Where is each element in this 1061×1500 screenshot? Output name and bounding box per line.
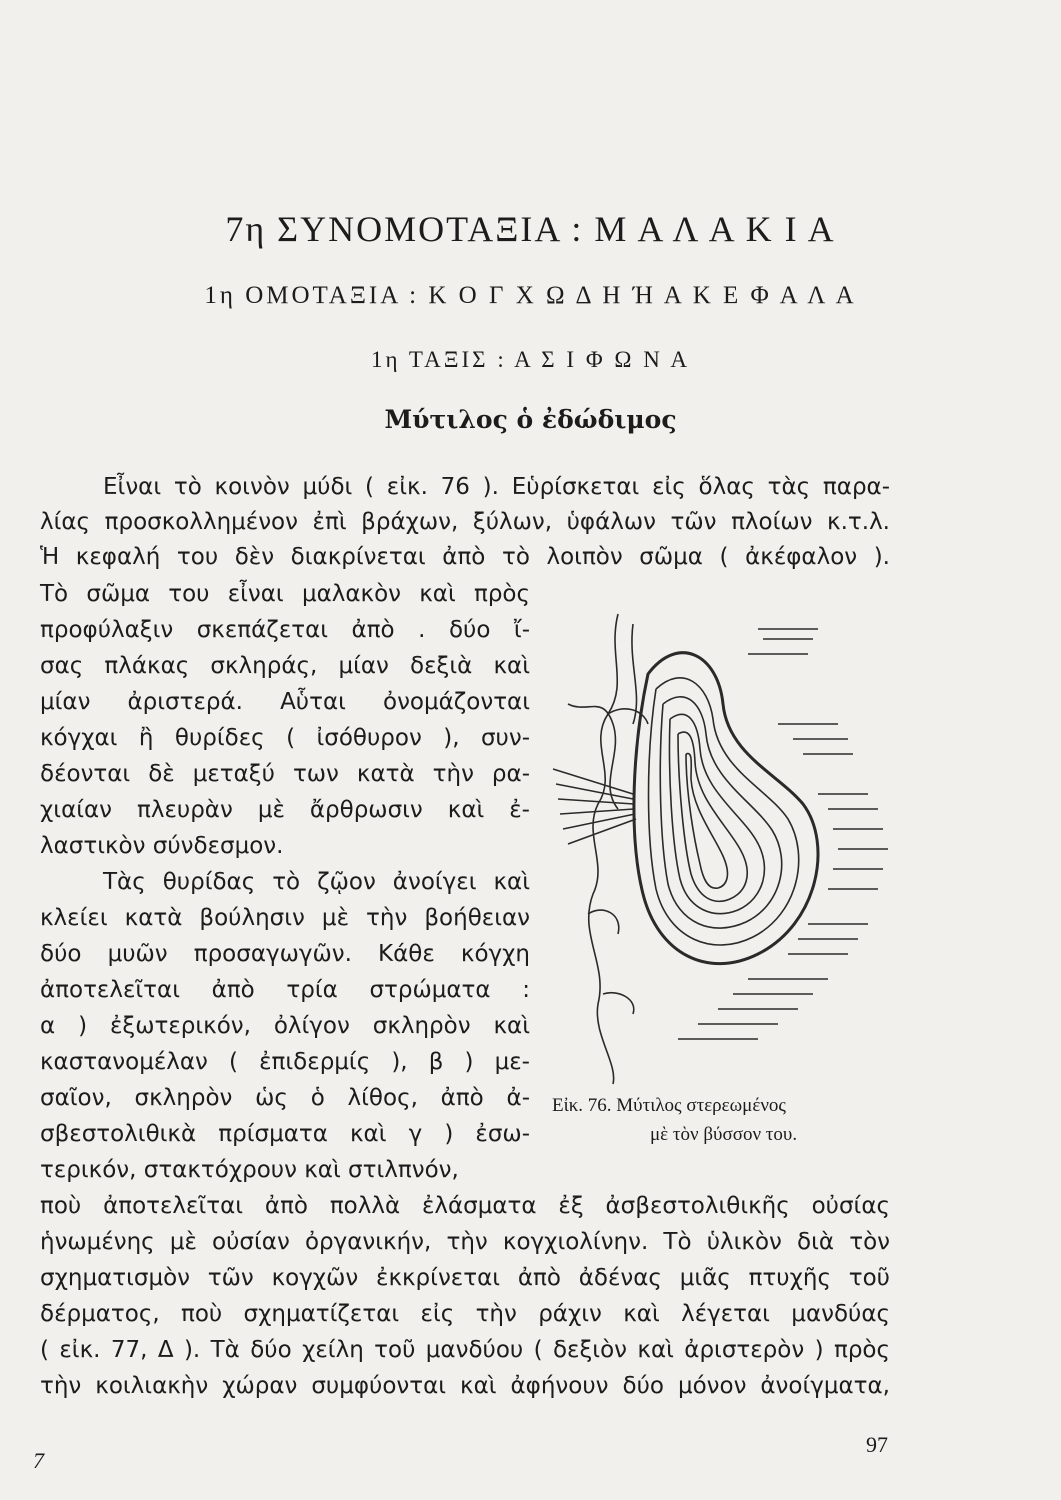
text-line: δέρματος, ποὺ σχηματίζεται εἰς τὴν ράχιν καὶ λέγεται μανδύας [40, 1301, 890, 1327]
text-line: κόγχαι ἢ θυρίδες ( ἰσόθυρον ), συν- [40, 725, 530, 751]
class-heading: 1η ΟΜΟΤΑΞΙΑ : Κ Ο Γ Χ Ω Δ Η Ή Α Κ Ε Φ Α Λ Α [204, 282, 857, 309]
text-line: λαστικὸν σύνδεσμον. [40, 833, 284, 859]
text-line: σας πλάκας σκληράς, μίαν δεξιὰ καὶ [40, 653, 530, 679]
text-line: μίαν ἀριστερά. Αὗται ὀνομάζονται [40, 689, 530, 715]
text-line: Εἶναι τὸ κοινὸν μύδι ( εἰκ. 76 ). Εὑρίσκεται εἰς ὅλας τὰς παρα- [103, 474, 890, 500]
mussel-illustration [548, 594, 893, 1094]
text-line: δέονται δὲ μεταξύ των κατὰ τὴν ρα- [40, 761, 530, 787]
figure-caption-line2: μὲ τὸν βύσσον του. [650, 1124, 798, 1145]
text-line: Τὰς θυρίδας τὸ ζῷον ἀνοίγει καὶ [103, 869, 530, 895]
mussel-icon [548, 594, 893, 1094]
phylum-heading: 7η ΣΥΝΟΜΟΤΑΞΙΑ : Μ Α Λ Α Κ Ι Α [225, 209, 836, 249]
text-line: καστανομέλαν ( ἐπιδερμίς ), β ) με- [40, 1049, 530, 1075]
text-line: ποὺ ἀποτελεῖται ἀπὸ πολλὰ ἐλάσματα ἐξ ἀσβεστολιθικῆς οὐσίας [40, 1193, 890, 1219]
signature-mark: 7 [33, 1448, 44, 1473]
text-line: Τὸ σῶμα του εἶναι μαλακὸν καὶ πρὸς [40, 581, 530, 607]
text-line: τὴν κοιλιακὴν χώραν συμφύονται καὶ ἀφήνουν δύο μόνον ἀνοίγματα, [40, 1373, 890, 1399]
text-line: ἀποτελεῖται ἀπὸ τρία στρώματα : [40, 977, 530, 1003]
text-line: δύο μυῶν προσαγωγῶν. Κάθε κόγχη [40, 941, 530, 967]
text-line: τερικόν, στακτόχρουν καὶ στιλπνόν, [40, 1157, 459, 1183]
text-line: ἡνωμένης μὲ οὐσίαν ὀργανικήν, τὴν κογχιολίνην. Τὸ ὑλικὸν διὰ τὸν [40, 1229, 890, 1255]
text-line: προφύλαξιν σκεπάζεται ἀπὸ . δύο ἴ- [40, 617, 530, 643]
text-line: Ἡ κεφαλή του δὲν διακρίνεται ἀπὸ τὸ λοιπὸν σῶμα ( ἀκέφαλον ). [40, 544, 890, 570]
text-line: α ) ἐξωτερικόν, ὀλίγον σκληρὸν καὶ [40, 1013, 530, 1039]
text-line: κλείει κατὰ βούλησιν μὲ τὴν βοήθειαν [40, 905, 530, 931]
order-heading: 1η ΤΑΞΙΣ : Α Σ Ι Φ Ω Ν Α [371, 347, 690, 372]
figure-caption-line1: Εἰκ. 76. Μύτιλος στερεωμένος [552, 1095, 786, 1116]
text-line: χιαίαν πλευρὰν μὲ ἄρθρωσιν καὶ ἐ- [40, 797, 530, 823]
text-line: σβεστολιθικὰ πρίσματα καὶ γ ) ἐσω- [40, 1121, 530, 1147]
text-line: σαῖον, σκληρὸν ὡς ὁ λίθος, ἀπὸ ἀ- [40, 1085, 530, 1111]
page-number: 97 [866, 1432, 888, 1457]
species-heading: Μύτιλος ὁ ἐδώδιμος [384, 405, 677, 434]
text-line: ( εἰκ. 77, Δ ). Τὰ δύο χείλη τοῦ μανδύου ( δεξιὸν καὶ ἀριστερὸν ) πρὸς [40, 1337, 890, 1363]
text-line: λίας προσκολλημένον ἐπὶ βράχων, ξύλων, ὑφάλων τῶν πλοίων κ.τ.λ. [40, 509, 890, 535]
text-line: σχηματισμὸν τῶν κογχῶν ἐκκρίνεται ἀπὸ ἀδένας μιᾶς πτυχῆς τοῦ [40, 1265, 890, 1291]
